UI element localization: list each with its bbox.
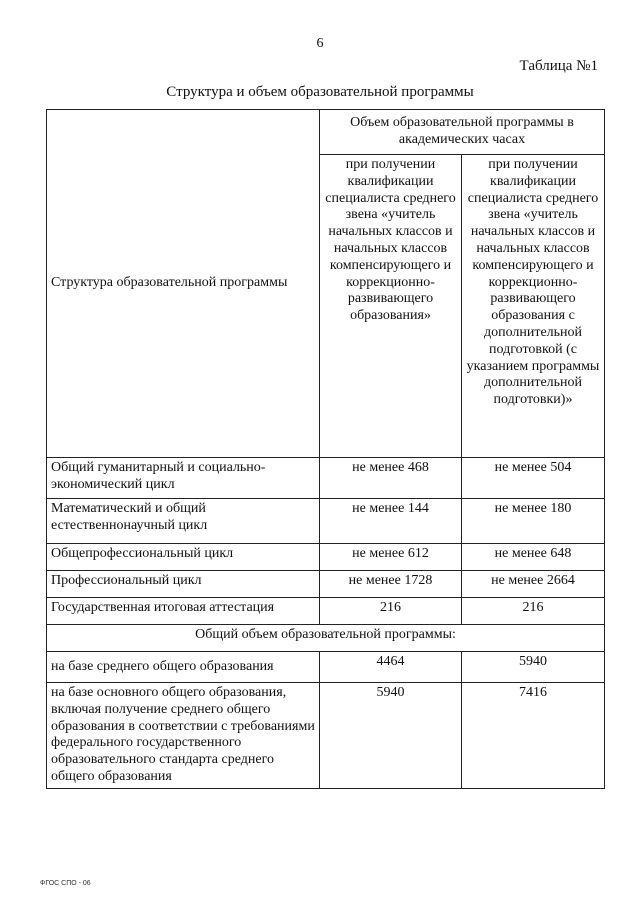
row-label: Государственная итоговая аттестация — [47, 598, 320, 625]
header-structure-cell: Структура образовательной программы — [47, 110, 320, 458]
row-value-col2: не менее 504 — [462, 458, 605, 499]
footer-code: ФГОС СПО - 06 — [40, 880, 91, 887]
row-value-col1: не менее 1728 — [320, 571, 462, 598]
row-value-col2: 5940 — [462, 652, 605, 683]
total-header-row — [47, 625, 605, 652]
row-value-col1: 5940 — [320, 683, 462, 789]
row-label: Профессиональный цикл — [47, 571, 320, 598]
row-value-col2: не менее 2664 — [462, 571, 605, 598]
row-value-col1: не менее 144 — [320, 499, 462, 544]
table-row — [47, 598, 605, 625]
table-row — [47, 571, 605, 598]
table-label: Таблица №1 — [519, 58, 598, 74]
program-structure-table — [46, 109, 605, 789]
row-label: на базе среднего общего образования — [47, 652, 320, 683]
header-volume-cell: Объем образовательной программы в академических часах — [320, 110, 605, 155]
row-label: Общий гуманитарный и социально-экономический цикл — [47, 458, 320, 499]
row-label: Общепрофессиональный цикл — [47, 544, 320, 571]
table-title: Структура и объем образовательной программы — [166, 84, 474, 100]
page-number: 6 — [316, 36, 324, 51]
table-row — [47, 499, 605, 544]
total-header: Общий объем образовательной программы: — [47, 625, 605, 652]
row-label: Математический и общий естественнонаучный цикл — [47, 499, 320, 544]
header-row — [47, 110, 605, 155]
row-value-col1: не менее 468 — [320, 458, 462, 499]
row-value-col1: 216 — [320, 598, 462, 625]
table-row — [47, 544, 605, 571]
header-col1-cell: при получении квалификации специалиста среднего звена «учитель начальных классов и начальных классов компенсирующего и коррекционно-развивающего образования» — [320, 155, 462, 458]
row-value-col2: 216 — [462, 598, 605, 625]
header-col2-cell: при получении квалификации специалиста среднего звена «учитель начальных классов и начальных классов компенсирующего и коррекционно-развивающего образования с дополнительной подготовкой (с указанием программы дополнительной подготовки)» — [462, 155, 605, 458]
row-value-col1: не менее 612 — [320, 544, 462, 571]
table-row — [47, 652, 605, 683]
row-value-col2: не менее 180 — [462, 499, 605, 544]
row-value-col1: 4464 — [320, 652, 462, 683]
table-row — [47, 683, 605, 789]
row-value-col2: не менее 648 — [462, 544, 605, 571]
row-label: на базе основного общего образования, включая получение среднего общего образования в соответствии с требованиями федерального государственного образовательного стандарта среднего общего образования — [47, 683, 320, 789]
row-value-col2: 7416 — [462, 683, 605, 789]
table-row — [47, 458, 605, 499]
